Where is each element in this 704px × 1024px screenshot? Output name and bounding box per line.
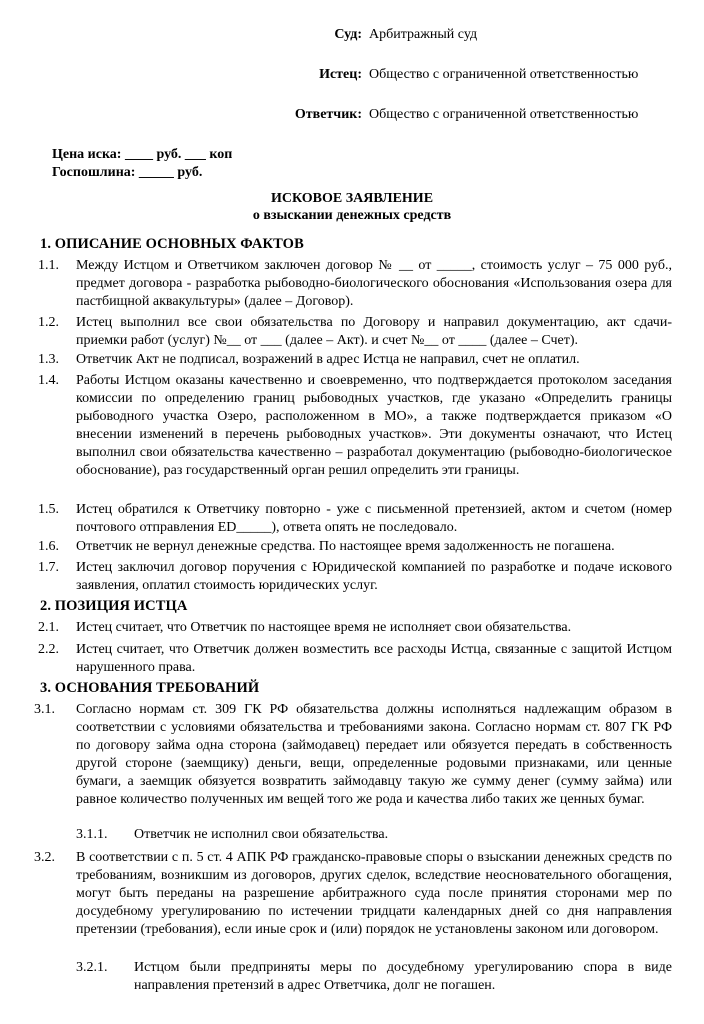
plaintiff-label: Истец:	[319, 67, 362, 82]
item-text: Истцом были предприняты меры по досудебному урегулированию спора в виде направления претензий в адрес Ответчика, долг не погашен.	[134, 960, 672, 993]
item-text: Истец считает, что Ответчик по настоящее время не исполняет свои обязательства.	[76, 620, 572, 635]
item-number: 3.2.1.	[76, 960, 108, 975]
item-number: 3.2.	[34, 850, 55, 865]
section-1-heading: 1. ОПИСАНИЕ ОСНОВНЫХ ФАКТОВ	[40, 236, 304, 252]
item-text: Между Истцом и Ответчиком заключен договор № __ от _____, стоимость услуг – 75 000 руб., предмет договора - разработка рыбоводно-биологического обоснования «Использования озера для пастбищной аквакультуры» (далее – Договор).	[76, 258, 672, 309]
item-text: Работы Истцом оказаны качественно и своевременно, что подтверждается протоколом заседания комиссии по определению границ рыбоводных участков, где указано «Определить границы рыбоводного участка Озеро, расположенном в МО», а также подтверждается приказом «О внесении изменений в перечень рыбоводных участков». Эти документы означают, что Истец выполнил свои обязательства качественно – разработал документацию (рыбоводно-биологическое обоснование), раз государственный орган решил определить эти границы.	[76, 373, 672, 478]
item-text: Согласно нормам ст. 309 ГК РФ обязательства должны исполняться надлежащим образом в соответствии с условиями обязательства и требованиями закона. Согласно нормам ст. 807 ГК РФ по договору займа одна сторона (займодавец) передает или обязуется передать в собственность другой стороне (заемщику) деньги, вещи, определенные родовыми признаками, или ценные бумаги, а заемщик обязуется возвратить займодавцу такую же сумму денег (сумму займа) или равное количество полученных им вещей того же рода и качества либо таких же ценных бумаг.	[76, 702, 672, 807]
item-number: 1.4.	[38, 373, 59, 388]
item-text: Истец заключил договор поручения с Юридической компанией по разработке и подаче искового заявления, оплатил стоимость юридических услуг.	[76, 560, 672, 593]
item-text: Ответчик не исполнил свои обязательства.	[134, 827, 389, 842]
item-number: 1.7.	[38, 560, 59, 575]
item-number: 1.6.	[38, 539, 59, 554]
court-label: Суд:	[334, 27, 362, 42]
item-number: 3.1.	[34, 702, 55, 717]
section-2-heading: 2. ПОЗИЦИЯ ИСТЦА	[40, 598, 188, 614]
document-subtitle: о взыскании денежных средств	[252, 208, 452, 223]
item-text: Истец считает, что Ответчик должен возместить все расходы Истца, связанные с защитой Истцом нарушенного права.	[76, 642, 672, 675]
item-number: 1.1.	[38, 258, 59, 273]
item-number: 1.3.	[38, 352, 59, 367]
item-number: 1.5.	[38, 502, 59, 517]
plaintiff-value: Общество с ограниченной ответственностью	[369, 67, 639, 82]
defendant-value: Общество с ограниченной ответственностью	[369, 107, 639, 122]
item-number: 1.2.	[38, 315, 59, 330]
item-text: В соответствии с п. 5 ст. 4 АПК РФ гражданско-правовые споры о взыскании денежных средств по требованиям, возникшим из договоров, других сделок, вследствие неосновательного обогащения, могут быть переданы на разрешение арбитражного суда после принятия сторонами мер по досудебному урегулированию по истечении тридцати календарных дней со дня направления претензии (требования), если иные срок и (или) порядок не установлены законом или договором.	[76, 850, 672, 937]
section-3-heading: 3. ОСНОВАНИЯ ТРЕБОВАНИЙ	[40, 680, 260, 696]
state-duty: Госпошлина: _____ руб.	[52, 165, 203, 180]
item-text: Истец выполнил все свои обязательства по Договору и направил документацию, акт сдачи-приемки работ (услуг) №__ от ___ (далее – Акт). и счет №__ от ____ (далее – Счет).	[76, 315, 672, 348]
defendant-label: Ответчик:	[294, 107, 362, 122]
item-text: Ответчик Акт не подписал, возражений в адрес Истца не направил, счет не оплатил.	[76, 352, 580, 367]
item-number: 3.1.1.	[76, 827, 108, 842]
item-text: Ответчик не вернул денежные средства. По настоящее время задолженность не погашена.	[76, 539, 615, 554]
claim-price: Цена иска: ____ руб. ___ коп	[52, 147, 233, 162]
court-value: Арбитражный суд	[369, 27, 478, 42]
document-title: ИСКОВОЕ ЗАЯВЛЕНИЕ	[270, 191, 434, 206]
item-number: 2.1.	[38, 620, 59, 635]
item-text: Истец обратился к Ответчику повторно - уже с письменной претензией, актом и счетом (номер почтового отправления ED_____), ответа опять не последовало.	[76, 502, 672, 535]
item-number: 2.2.	[38, 642, 59, 657]
